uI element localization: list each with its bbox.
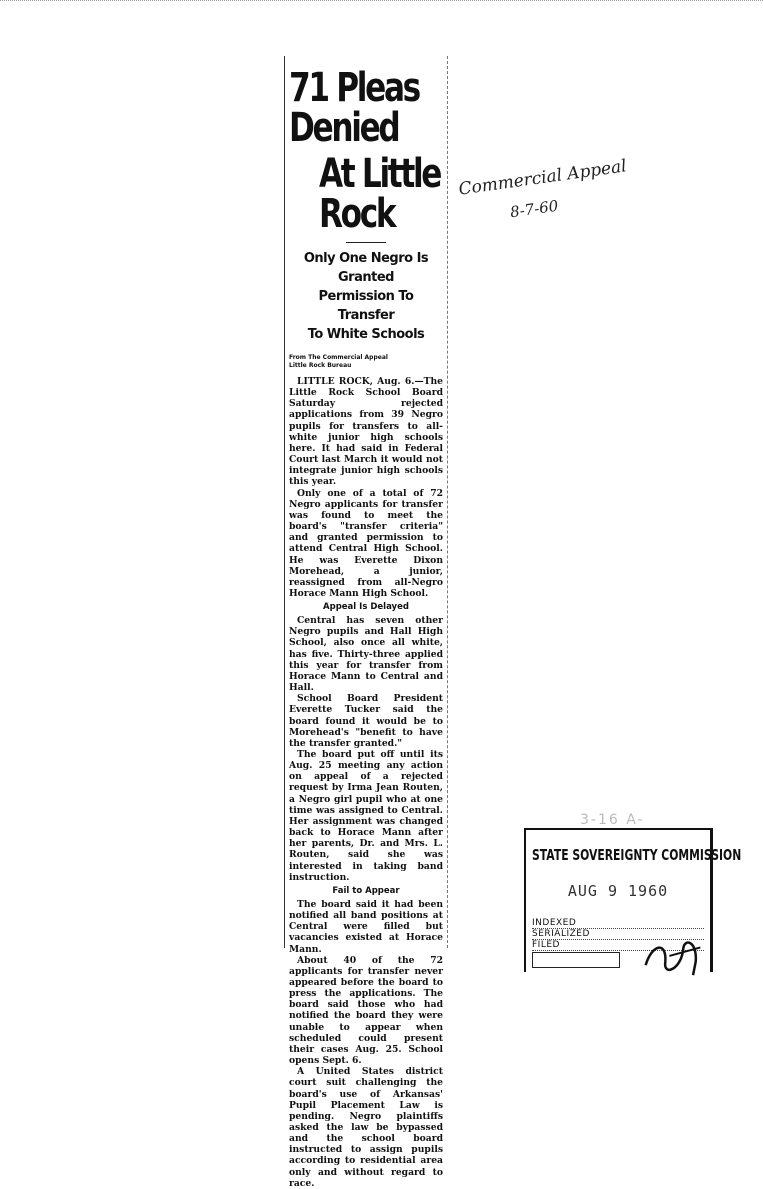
article-paragraph: LITTLE ROCK, Aug. 6.—The Little Rock School Board Saturday rejected applications from 39 Negro pupils for transfers to all-white junior high schools here. It had said in Federal Court last March it would not integrate junior high schools this year.	[289, 376, 443, 488]
article-paragraph: A United States district court suit challenging the board's use of Arkansas' Pupil Placement Law is pending. Negro plaintiffs asked the law be bypassed and the school board instructed to assign pupils according to residential area only and without regard to race.	[289, 1066, 443, 1189]
subhead-line1: Only One Negro Is Granted	[303, 251, 429, 285]
headline-line2: At Little Rock	[319, 151, 441, 237]
stamp-date: AUG 9 1960	[567, 882, 669, 900]
article-paragraph: School Board President Everette Tucker said the board found it would be to Morehead's "benefit to have the transfer granted."	[289, 693, 443, 749]
article-paragraph: The board put off until its Aug. 25 meeting any action on appeal of a rejected request by Irma Jean Routen, a Negro girl pupil who at one time was assigned to Central. Her assignment was changed back to Horace Mann after her parents, Dr. and Mrs. L. Routen, said she was interested in taking band instruction.	[289, 749, 443, 883]
subhead-line2: Permission To Transfer	[318, 289, 414, 323]
byline	[289, 354, 443, 370]
handwritten-date-note: 8-7-60	[508, 196, 560, 222]
article-paragraph: About 40 of the 72 applicants for transfer never appeared before the board to press the applications. The board said those who had notified the board they were unable to appear when scheduled could present their cases Aug. 25. School opens Sept. 6.	[289, 954, 443, 1067]
faint-file-number: 3-16 A-	[580, 812, 645, 828]
handwritten-initials	[635, 924, 714, 993]
stamp-blank-box	[532, 952, 620, 968]
handwritten-source-note: Commercial Appeal	[457, 156, 628, 200]
subhead-line3: To White Schools	[307, 327, 425, 342]
headline-rule	[346, 242, 386, 243]
stamp-row-indexed: INDEXED	[532, 918, 704, 929]
article-paragraph: Only one of a total of 72 Negro applicants for transfer was found to meet the board's "transfer criteria" and granted permission to attend Central High School. He was Everette Dixon Morehead, a junior, reassigned from all-Negro Horace Mann High School.	[289, 487, 443, 599]
headline-line1: 71 Pleas Denied	[289, 65, 419, 151]
section-heading: Fail to Appear	[332, 885, 400, 896]
initials-mark-icon	[635, 924, 713, 985]
stamp-row-filed: FILED	[532, 940, 704, 951]
page-edge-dotted-line	[0, 0, 763, 7]
newspaper-clipping	[284, 56, 448, 1189]
subheadline	[289, 249, 443, 344]
stamp-row-serialized: SERIALIZED	[532, 929, 704, 940]
article-paragraph: Central has seven other Negro pupils and Hall High School, also once all white, has five. Thirty-three applied this year for transfer from Horace Mann to Central and Hall.	[289, 615, 443, 694]
article-paragraph: The board said it had been notified all band positions at Central were filled but vacancies existed at Horace Mann.	[289, 898, 443, 955]
byline-source: From The Commercial Appeal	[289, 354, 388, 361]
section-heading: Appeal Is Delayed	[323, 602, 409, 613]
byline-bureau: Little Rock Bureau	[289, 362, 352, 369]
stamp-title: STATE SOVEREIGNTY COMMISSION	[532, 846, 742, 864]
